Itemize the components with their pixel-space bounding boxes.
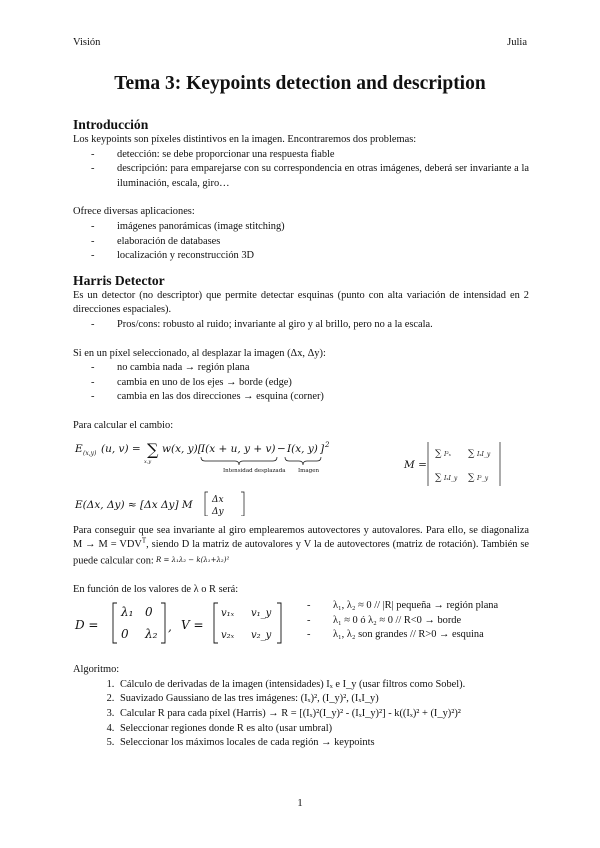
header-left: Visión — [73, 37, 101, 48]
svg-text:IₓI_y: IₓI_y — [444, 474, 458, 482]
list-item: - λ₁, λ₂ ≈ 0 // |R| pequeña → región plana — [333, 599, 583, 614]
lambda-cases-list — [289, 599, 583, 643]
list-item: - Pros/cons: robusto al ruido; invariante al giro y al brillo, pero no a la escala. — [117, 318, 529, 333]
lambda-lead: En función de los valores de λ o R será: — [73, 583, 239, 595]
svg-text:∑: ∑ — [468, 448, 475, 459]
list-item: - imágenes panorámicas (image stitching) — [117, 220, 529, 235]
svg-text:w(x, y)[: w(x, y)[ — [162, 442, 202, 455]
svg-text:v₂ₓ: v₂ₓ — [221, 630, 235, 642]
svg-text:v₂_y: v₂_y — [251, 630, 272, 642]
header-right: Julia — [507, 37, 527, 48]
svg-text:∑: ∑ — [147, 439, 159, 459]
algorithm-lead: Algoritmo: — [73, 664, 120, 676]
list-item: 4. Seleccionar regiones donde R es alto (usar umbral) — [117, 722, 529, 737]
algorithm-steps — [73, 678, 529, 751]
svg-text:λ₁: λ₁ — [121, 605, 134, 620]
matrix-row — [73, 597, 529, 655]
svg-text:Δx: Δx — [212, 494, 224, 505]
page-title: Tema 3: Keypoints detection and description — [114, 73, 486, 94]
calc-lead: Para calcular el cambio: — [73, 419, 174, 431]
svg-text:∑: ∑ — [468, 472, 475, 483]
list-item: - cambia en las dos direcciones → esquina (corner) — [117, 390, 529, 405]
document-body — [73, 116, 529, 751]
svg-text:I²ₓ: I²ₓ — [444, 450, 451, 458]
svg-text:D =: D = — [75, 618, 99, 633]
svg-text:0: 0 — [145, 605, 153, 620]
list-item: - descripción: para emparejarse con su correspondencia en otras imágenes, deberá ser invariante a la iluminación, escala, giro… — [117, 162, 529, 191]
svg-text:I(x + u, y + v): I(x + u, y + v) — [201, 442, 276, 455]
svg-text:∑: ∑ — [435, 472, 442, 483]
list-item: 5. Seleccionar los máximos locales de cada región → keypoints — [117, 736, 529, 751]
apps-list — [73, 220, 529, 264]
list-item: 2. Suavizado Gaussiano de las tres imágenes: (Iₓ)², (I_y)², (IₓI_y) — [117, 692, 529, 707]
apps-lead: Ofrece diversas aplicaciones: — [73, 206, 195, 218]
svg-text:(x,y): (x,y) — [83, 449, 97, 457]
svg-text:Imagen: Imagen — [298, 467, 319, 474]
svg-text:Intensidad desplazada: Intensidad desplazada — [223, 467, 286, 474]
svg-text:E(Δx, Δy) ≈ [Δx Δy] M: E(Δx, Δy) ≈ [Δx Δy] M — [75, 498, 193, 511]
problems-list — [73, 148, 529, 192]
svg-text:,: , — [168, 620, 172, 635]
list-item: 1. Cálculo de derivadas de la imagen (intensidades) Iₓ e I_y (usar filtros como Sobel). — [117, 678, 529, 693]
page-number: 1 — [297, 797, 303, 809]
svg-text:0: 0 — [121, 627, 129, 642]
shift-lead: Si en un píxel seleccionado, al desplazar la imagen (Δx, Δy): — [73, 347, 326, 359]
svg-text:M =: M = — [404, 458, 427, 471]
proscons-list — [73, 318, 529, 333]
svg-text:]: ] — [320, 442, 325, 455]
list-item: - cambia en uno de los ejes → borde (edge) — [117, 376, 529, 391]
list-item: - detección: se debe proporcionar una respuesta fiable — [117, 148, 529, 163]
harris-lead: Es un detector (no descriptor) que permite detectar esquinas (punto con alta variación de intensidad en 2 direcciones espaciales). — [73, 289, 529, 316]
rotation-paragraph: Para conseguir que sea invariante al giro emplearemos autovectores y autovalores. Para ello, se diagonaliza $M \to M = VDV^T$, siendo D la matriz de autovalores y V la de autovectores (matriz de rotación). También se puede calcular con: R = λ₁λ₂ − k(λ₁+λ₂)² — [73, 524, 529, 569]
svg-text:v₁ₓ: v₁ₓ — [221, 608, 235, 620]
svg-text:R = λ₁λ₂ − k(λ₁+λ₂)²: R = λ₁λ₂ − k(λ₁+λ₂)² — [156, 555, 230, 564]
svg-text:I(x, y): I(x, y) — [287, 442, 318, 455]
section-heading-introduccion: Introducción — [73, 117, 149, 132]
list-item: - λ₁, λ₂ son grandes // R>0 → esquina — [333, 628, 583, 643]
svg-text:V =: V = — [181, 618, 204, 633]
svg-text:I²_y: I²_y — [477, 474, 489, 482]
svg-text:λ₂: λ₂ — [145, 627, 158, 642]
shift-cases-list — [73, 361, 529, 405]
svg-text:IₓI_y: IₓI_y — [477, 450, 491, 458]
svg-text:x,y: x,y — [144, 458, 152, 465]
svg-text:(u, v) =: (u, v) = — [101, 442, 141, 455]
list-item: 3. Calcular R para cada píxel (Harris) → R = [(Iₓ)²(I_y)² - (IₓI_y)²] - k((Iₓ)² + (I_y)²)² — [117, 707, 529, 722]
svg-text:v₁_y: v₁_y — [251, 608, 272, 620]
svg-text:Δy: Δy — [212, 506, 224, 516]
list-item: - elaboración de databases — [117, 235, 529, 250]
formula-graphic — [73, 436, 529, 516]
section-heading-harris: Harris Detector — [73, 272, 165, 288]
list-item: - λ₁ ≈ 0 ó λ₂ ≈ 0 // R<0 → borde — [333, 614, 583, 629]
matrix-graphic — [73, 597, 283, 653]
list-item: - no cambia nada → región plana — [117, 361, 529, 376]
r-formula-graphic — [156, 553, 238, 569]
list-item: - localización y reconstrucción 3D — [117, 249, 529, 264]
intro-lead: Los keypoints son píxeles distintivos en la imagen. Encontraremos dos problemas: — [73, 134, 417, 145]
svg-text:∑: ∑ — [435, 448, 442, 459]
change-formulas — [73, 436, 529, 516]
svg-text:2: 2 — [325, 440, 330, 449]
svg-text:E: E — [75, 442, 83, 455]
svg-text:−: − — [277, 442, 286, 455]
